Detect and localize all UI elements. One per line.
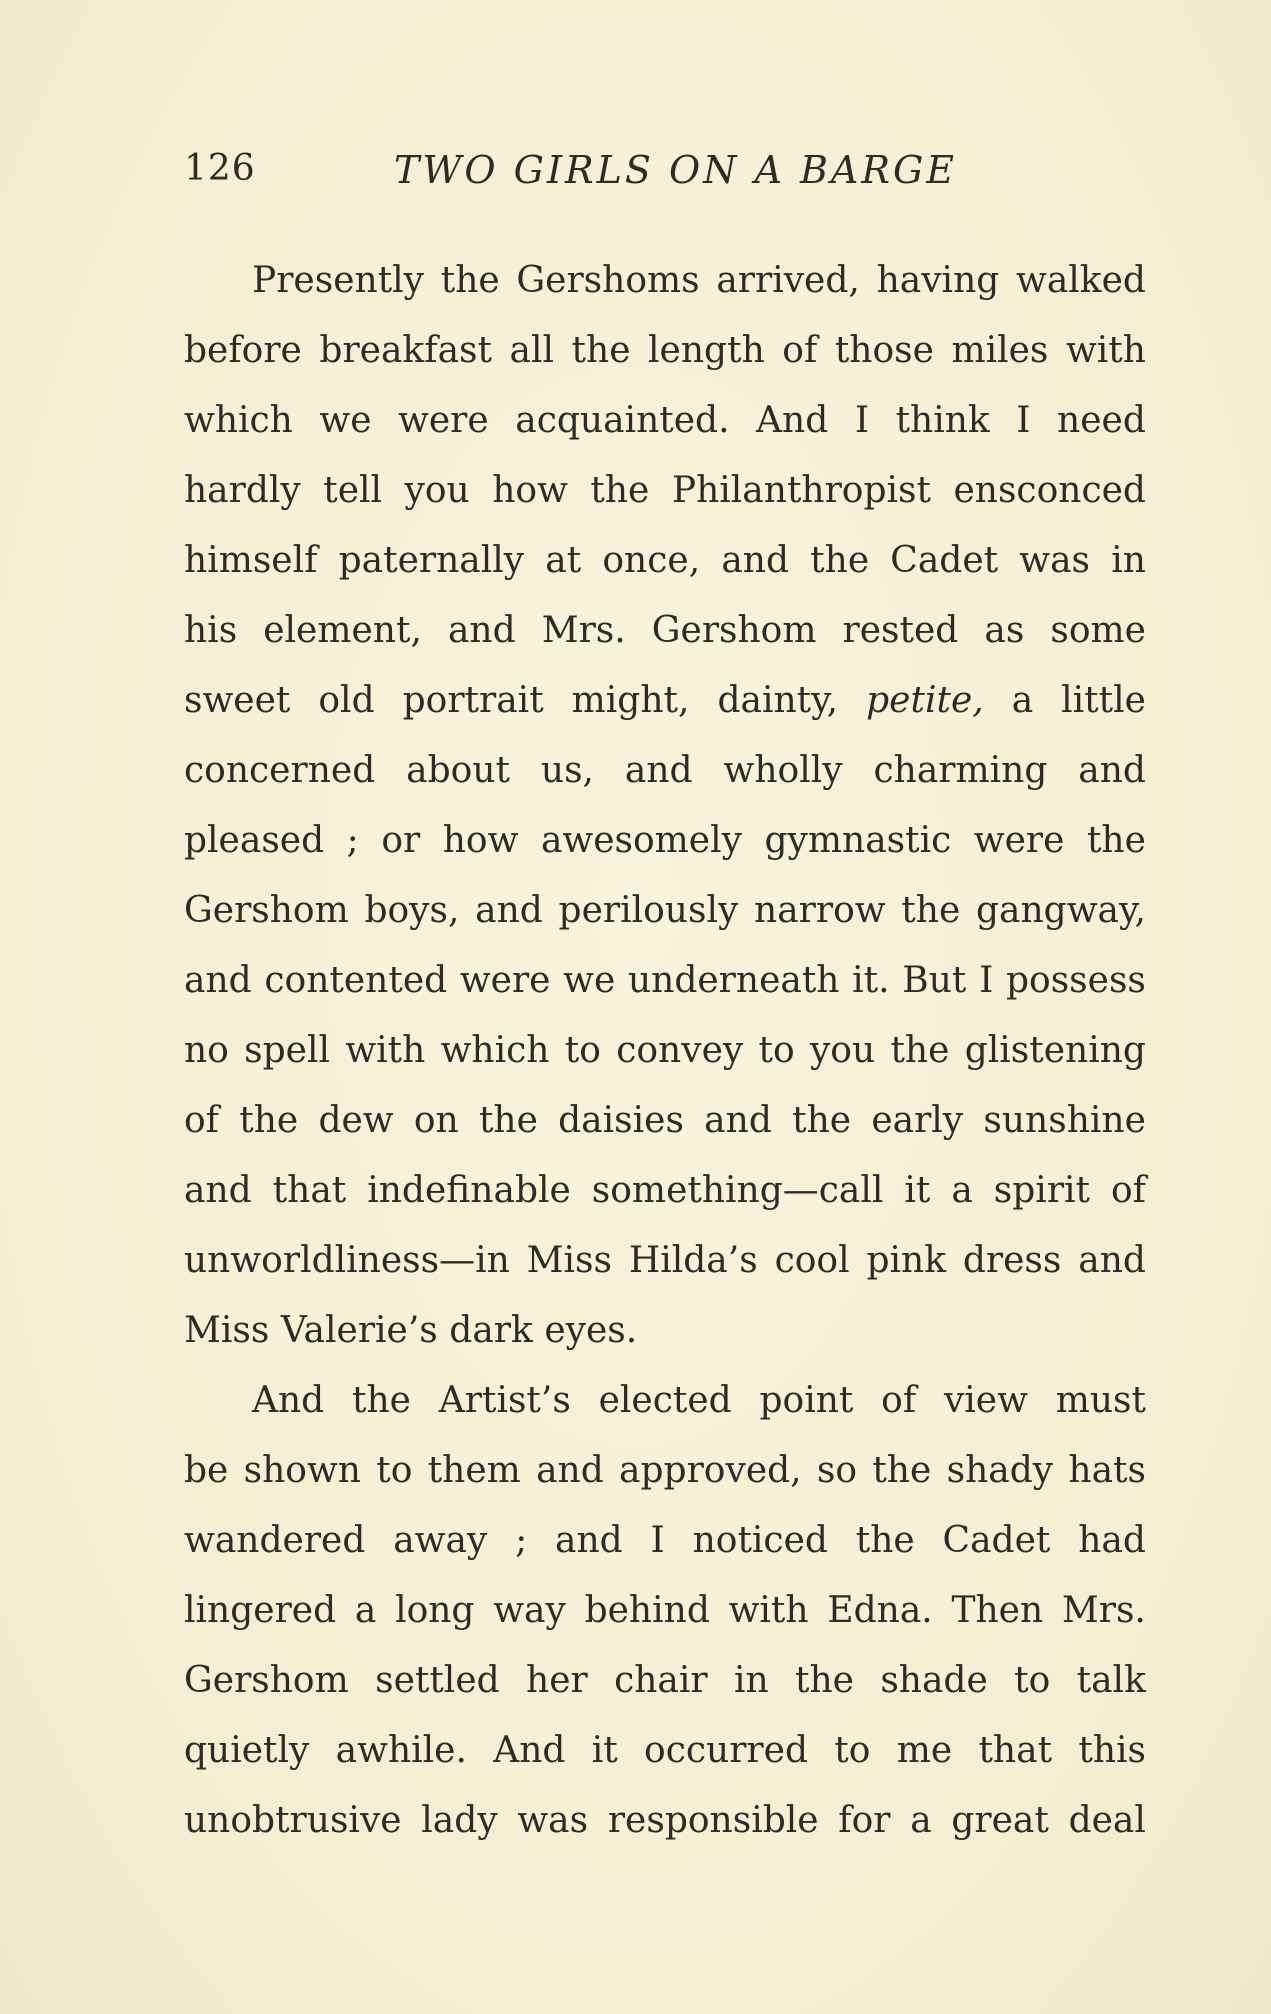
word: contented [264, 960, 448, 1001]
text-line [184, 1786, 1146, 1856]
word: a [910, 1800, 932, 1841]
text-line [184, 526, 1146, 596]
word: on [413, 1100, 459, 1141]
word: settled [375, 1660, 500, 1701]
word: Edna. [827, 1590, 933, 1631]
running-head: TWO GIRLS ON A BARGE [394, 148, 958, 192]
word: I [1016, 400, 1031, 441]
word: was [1019, 540, 1091, 581]
word: that [272, 1170, 347, 1211]
word: and [184, 960, 252, 1001]
word: and [624, 750, 693, 791]
word: behind [584, 1590, 710, 1631]
word: awesomely [540, 820, 742, 861]
word: deal [1068, 1800, 1146, 1841]
word: away [393, 1520, 488, 1561]
word: But [902, 960, 967, 1001]
word: length [648, 330, 765, 371]
word: way [493, 1590, 566, 1631]
word: element, [263, 610, 422, 651]
word: Mrs. [1061, 1590, 1146, 1631]
word: himself [184, 540, 318, 581]
word: the [440, 260, 500, 301]
word: cool [774, 1240, 850, 1281]
word: noticed [692, 1520, 828, 1561]
word: portrait [402, 680, 544, 721]
word: indefinable [367, 1170, 571, 1211]
text-line [184, 1506, 1146, 1576]
word: which [440, 1030, 550, 1071]
word: view [943, 1380, 1028, 1421]
word: Gershom [184, 1660, 349, 1701]
text-line [184, 1016, 1146, 1086]
word: with [345, 1030, 426, 1071]
body-text [184, 246, 1146, 1856]
word: spirit [993, 1170, 1091, 1211]
word: it [591, 1730, 618, 1771]
word: breakfast [319, 330, 492, 371]
word: Artist’s [438, 1380, 571, 1421]
page-header [184, 148, 1144, 198]
word: how [442, 820, 519, 861]
word: which [184, 400, 293, 441]
word: were [459, 960, 551, 1001]
word: and [721, 540, 790, 581]
word: ; [346, 820, 359, 861]
word: a [951, 1170, 973, 1211]
word: the [478, 1100, 538, 1141]
word: daisies [558, 1100, 684, 1141]
word: was [517, 1800, 589, 1841]
word: a [1011, 680, 1034, 721]
text-line [184, 456, 1146, 526]
text-line [184, 316, 1146, 386]
word: responsible [607, 1800, 819, 1841]
word: rested [842, 610, 959, 651]
word: the [872, 1450, 932, 1491]
word: boys, [364, 890, 460, 931]
word: shown [243, 1450, 361, 1491]
word: And [493, 1730, 566, 1771]
word: wandered [184, 1520, 366, 1561]
text-line [184, 1226, 1146, 1296]
word: And [756, 400, 829, 441]
word: you [404, 470, 470, 511]
word: them [427, 1450, 521, 1491]
word: Then [951, 1590, 1044, 1631]
word: glistening [964, 1030, 1146, 1071]
word: were [398, 400, 489, 441]
word: to [376, 1450, 413, 1491]
word: occurred [644, 1730, 808, 1771]
word: to [1014, 1660, 1051, 1701]
word: think [895, 400, 990, 441]
word: the [352, 1380, 411, 1421]
word: Gershom [184, 890, 349, 931]
word: acquainted. [515, 400, 730, 441]
word: so [816, 1450, 858, 1491]
word: and [1078, 1240, 1146, 1281]
word: Miss [184, 1310, 270, 1351]
word: the [1086, 820, 1146, 861]
word: sweet [184, 680, 291, 721]
text-line [184, 946, 1146, 1016]
word: ; [515, 1520, 528, 1561]
word: about [406, 750, 510, 791]
word: and [447, 610, 516, 651]
word: me [896, 1730, 953, 1771]
text-line [184, 246, 1146, 316]
word: had [1078, 1520, 1146, 1561]
word: walked [1016, 260, 1146, 301]
word: long [395, 1590, 475, 1631]
word: the [890, 1030, 950, 1071]
word: gangway, [975, 890, 1146, 931]
text-line [184, 1716, 1146, 1786]
word: shade [880, 1660, 988, 1701]
word: approved, [619, 1450, 802, 1491]
word: and [555, 1520, 623, 1561]
word: Hilda’s [628, 1240, 758, 1281]
word: Miss [526, 1240, 612, 1281]
word: Valerie’s [280, 1310, 438, 1351]
word: petite, [866, 680, 984, 721]
word: Gershom [651, 610, 817, 651]
word: old [318, 680, 375, 721]
word: hardly [184, 470, 301, 511]
word: arrived, [716, 260, 860, 301]
word: no [184, 1030, 229, 1071]
page-number: 126 [184, 148, 256, 189]
word: were [973, 820, 1065, 861]
word: great [951, 1800, 1049, 1841]
word: and [704, 1100, 772, 1141]
word: spell [244, 1030, 331, 1071]
word: early [871, 1100, 964, 1141]
word: you [809, 1030, 876, 1071]
word: I [650, 1520, 665, 1561]
word: as [984, 610, 1025, 651]
word: this [1078, 1730, 1146, 1771]
word: Presently [252, 260, 425, 301]
word: of [184, 1100, 219, 1141]
word: the [590, 470, 650, 511]
word: underneath [627, 960, 840, 1001]
word: must [1055, 1380, 1146, 1421]
word: dew [318, 1100, 394, 1141]
word: quietly [184, 1730, 310, 1771]
word: convey [616, 1030, 744, 1071]
word: little [1061, 680, 1146, 721]
text-line [184, 736, 1146, 806]
word: wholly [723, 750, 843, 791]
word: paternally [338, 540, 525, 581]
word: I [854, 400, 870, 441]
word: it [904, 1170, 931, 1211]
word: with [1065, 330, 1146, 371]
text-line [184, 1436, 1146, 1506]
word: perilously [558, 890, 739, 931]
word: might, [571, 680, 690, 721]
word: and [536, 1450, 604, 1491]
word: Mrs. [541, 610, 626, 651]
word: Gershoms [516, 260, 700, 301]
word: pleased [184, 820, 325, 861]
text-line [184, 806, 1146, 876]
word: shady [946, 1450, 1054, 1491]
word: be [184, 1450, 229, 1491]
text-line [184, 1086, 1146, 1156]
word: all [509, 330, 555, 371]
text-line [184, 1646, 1146, 1716]
text-line [184, 386, 1146, 456]
word: something—call [591, 1170, 884, 1211]
word: we [563, 960, 616, 1001]
word: in [733, 1660, 769, 1701]
word: dark [449, 1310, 533, 1351]
word: ensconced [953, 470, 1146, 511]
word: to [834, 1730, 871, 1771]
word: and [475, 890, 543, 931]
word: we [319, 400, 372, 441]
word: unworldliness—in [184, 1240, 510, 1281]
word: sunshine [983, 1100, 1146, 1141]
paragraph-1 [184, 246, 1146, 1366]
word: to [758, 1030, 795, 1071]
word: pink [866, 1240, 947, 1281]
word: a [354, 1590, 377, 1631]
word: talk [1076, 1660, 1146, 1701]
word: having [876, 260, 1000, 301]
word: the [901, 890, 961, 931]
word: to [564, 1030, 601, 1071]
word: of [1110, 1170, 1146, 1211]
word: once, [602, 540, 701, 581]
word: point [759, 1380, 854, 1421]
word: it. [852, 960, 890, 1001]
word: elected [598, 1380, 732, 1421]
word: unobtrusive [184, 1800, 402, 1841]
word: how [492, 470, 568, 511]
word: charming [873, 750, 1048, 791]
word: us, [540, 750, 594, 791]
word: the [810, 540, 870, 581]
word: tell [323, 470, 383, 511]
word: awhile. [335, 1730, 467, 1771]
word: Cadet [890, 540, 999, 581]
word: with [728, 1590, 809, 1631]
word: need [1057, 400, 1146, 441]
word: or [381, 820, 421, 861]
word: and [184, 1170, 252, 1211]
word: the [239, 1100, 299, 1141]
word: and [1078, 750, 1146, 791]
word: the [792, 1100, 852, 1141]
word: miles [951, 330, 1049, 371]
word: chair [614, 1660, 708, 1701]
word: narrow [754, 890, 886, 931]
word: the [855, 1520, 915, 1561]
word: eyes. [544, 1310, 638, 1351]
text-line [184, 596, 1146, 666]
word: in [1111, 540, 1146, 581]
word: dainty, [717, 680, 839, 721]
word: Cadet [942, 1520, 1051, 1561]
word: hats [1068, 1450, 1146, 1491]
word: those [834, 330, 934, 371]
text-line [184, 1156, 1146, 1226]
word: Philanthropist [671, 470, 931, 511]
paragraph-2 [184, 1366, 1146, 1856]
text-line [184, 666, 1146, 736]
word: for [838, 1800, 891, 1841]
word: the [571, 330, 631, 371]
word: concerned [184, 750, 376, 791]
text-line [184, 876, 1146, 946]
word: some [1050, 610, 1146, 651]
word: that [978, 1730, 1053, 1771]
word: at [545, 540, 582, 581]
word: I [979, 960, 994, 1001]
word: her [526, 1660, 588, 1701]
word: possess [1005, 960, 1146, 1001]
word: the [795, 1660, 854, 1701]
word: And [252, 1380, 325, 1421]
word: of [881, 1380, 917, 1421]
text-line [184, 1296, 1146, 1366]
word: lady [421, 1800, 498, 1841]
word: his [184, 610, 238, 651]
word: dress [962, 1240, 1062, 1281]
word: before [184, 330, 302, 371]
word: lingered [184, 1590, 337, 1631]
text-line [184, 1576, 1146, 1646]
word: gymnastic [764, 820, 952, 861]
text-line [184, 1366, 1146, 1436]
word: of [782, 330, 818, 371]
